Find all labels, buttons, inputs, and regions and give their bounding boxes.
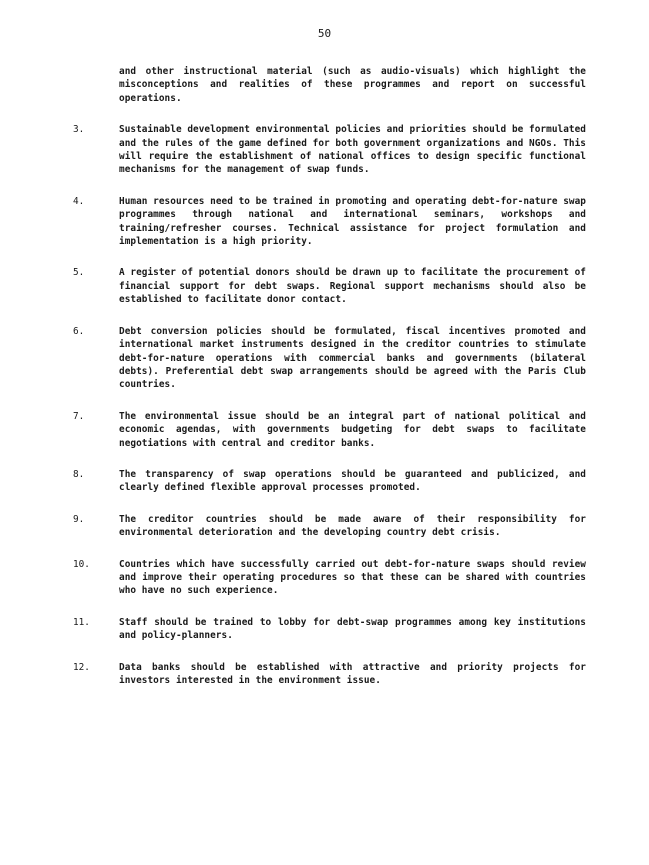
item-number: 4. bbox=[73, 195, 85, 207]
list-item bbox=[73, 410, 586, 450]
recommendations-list bbox=[73, 65, 586, 705]
continuation-text: and other instructional material (such as audio-visuals) which highlight the misconceptions and realities of these programmes and report on successful operations. bbox=[119, 66, 586, 104]
item-number: 6. bbox=[73, 325, 85, 337]
list-item bbox=[73, 123, 586, 177]
continuation-paragraph bbox=[73, 65, 586, 105]
list-item bbox=[73, 661, 586, 688]
item-text: Staff should be trained to lobby for debt-swap programmes among key institutions and policy-planners. bbox=[119, 616, 586, 642]
item-number: 12. bbox=[73, 661, 90, 673]
item-text: Data banks should be established with attractive and priority projects for investors interested in the environment issue. bbox=[119, 661, 586, 686]
list-item bbox=[73, 616, 586, 643]
item-number: 9. bbox=[73, 513, 85, 525]
item-number: 5. bbox=[73, 267, 85, 279]
item-text: Countries which have successfully carried out debt-for-nature swaps should review and improve their operating procedures so that these can be shared with countries who have no such experience. bbox=[119, 558, 586, 597]
page-number: 50 bbox=[317, 27, 332, 40]
item-number: 3. bbox=[73, 124, 85, 136]
list-item bbox=[73, 558, 586, 598]
item-text: The creditor countries should be made aware of their responsibility for environmental deterioration and the developing country debt crisis. bbox=[119, 513, 586, 539]
list-item bbox=[73, 513, 586, 540]
item-text: Sustainable development environmental policies and priorities should be formulated and the rules of the game defined for both government organizations and NGOs. This will require the establishment of national offices to design specific functional mechanisms for the management of swap funds. bbox=[119, 124, 586, 176]
item-text: The transparency of swap operations should be guaranteed and publicized, and clearly defined flexible approval processes promoted. bbox=[119, 468, 586, 494]
list-item bbox=[73, 325, 586, 392]
item-number: 10. bbox=[73, 558, 90, 570]
list-item bbox=[73, 468, 586, 495]
item-text: Human resources need to be trained in promoting and operating debt-for-nature swap programmes through national and international seminars, workshops and training/refresher courses. Technical assistance for project formulation and implementation is a high priority. bbox=[119, 195, 586, 248]
item-number: 8. bbox=[73, 468, 85, 480]
item-text: A register of potential donors should be drawn up to facilitate the procurement of financial support for debt swaps. Regional support mechanisms should also be established to facilitate donor contact. bbox=[119, 267, 586, 306]
item-number: 11. bbox=[73, 616, 90, 628]
item-number: 7. bbox=[73, 410, 85, 422]
list-item bbox=[73, 266, 586, 306]
item-text: Debt conversion policies should be formulated, fiscal incentives promoted and international market instruments designed in the creditor countries to stimulate debt-for-nature operations with commercial banks and governments (bilateral debts). Preferential debt swap arrangements should be agreed with the Paris Club countries. bbox=[119, 325, 586, 391]
item-text: The environmental issue should be an integral part of national political and economic agendas, with governments budgeting for debt swaps to facilitate negotiations with central and creditor banks. bbox=[119, 410, 586, 449]
list-item bbox=[73, 195, 586, 249]
